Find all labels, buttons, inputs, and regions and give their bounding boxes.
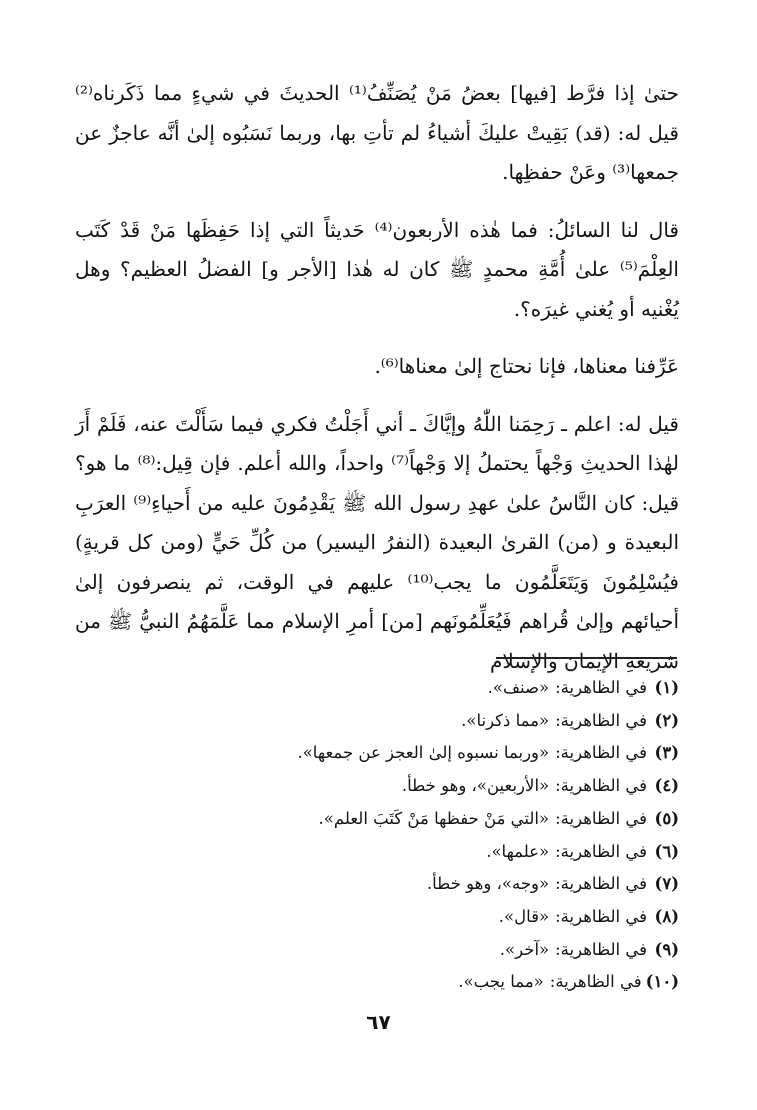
paragraph-3: عَرِّفنا معناها، فإنا نحتاج إلىٰ معناها⁽⁶⁾.: [374, 354, 679, 378]
footnote-source: في الظاهرية:: [555, 776, 647, 796]
footnote-source: في الظاهرية:: [555, 939, 647, 959]
paragraph-1: حتىٰ إذا فرَّط [فيها] بعضُ مَنْ يُصَنِّفُ⁽¹⁾ الحديثَ في شيءٍ مما ذَكَرناه⁽²⁾ قيل له: (قد) بَقِيتْ عليكَ أشياءُ لم تأتِ بها، وربما نَسَبُوه إلىٰ أنَّه عاجزٌ عن جمعها⁽³⁾ وعَنْ حفظِها.: [75, 81, 679, 184]
footnote-number: (٨): [654, 906, 679, 926]
footnote-2: [75, 705, 679, 738]
page-number: ٦٧: [366, 1010, 391, 1034]
footnote-text: «التي مَنْ حفظها مَنْ كَتَبَ العلم».: [318, 808, 550, 828]
footnote-number: (٩): [654, 939, 679, 959]
footnote-number: (٥): [654, 808, 679, 828]
footnote-number: (٢): [654, 710, 679, 730]
footnote-text: «وجه»، وهو خطأ.: [426, 874, 550, 894]
footnote-5: [75, 803, 679, 836]
footnote-7: [75, 868, 679, 901]
footnote-text: «وربما نسبوه إلىٰ العجز عن جمعها».: [297, 743, 550, 763]
footnote-source: في الظاهرية:: [555, 678, 647, 697]
footnote-6: [75, 836, 679, 869]
footnote-8: [75, 901, 679, 934]
footnote-source: في الظاهرية:: [555, 906, 647, 926]
footnote-4: [75, 770, 679, 803]
footnote-text: «آخر».: [499, 939, 550, 959]
footnote-9: [75, 934, 679, 967]
footnote-source: في الظاهرية:: [555, 808, 647, 828]
paragraph-4: قيل له: اعلم ـ رَحِمَنا اللّٰهُ وإيَّاكَ ـ أني أَجَلْتُ فكري فيما سَأَلْتَ عنه، فَلَمْ أَرَ لهٰذا الحديثِ وَجْهاً يحتملُ إلا وَجْهاً⁽⁷⁾ واحداً، والله أعلم. فإن قِيل:⁽⁸⁾ ما هو؟ قيل: كان النَّاسُ علىٰ عهدِ رسول الله ﷺ يَقْدِمُونَ عليه من أَحياءِ⁽⁹⁾ العرَبِ البعيدة و (من) القرىٰ البعيدة (النفرُ اليسير) من كُلِّ حَيٍّ (ومن كل قريةٍ) فيُسْلِمُونَ وَيَتَعَلَّمُون ما يجب⁽¹⁰⁾ عليهم في الوقت، ثم ينصرفون إلىٰ أحيائهم وإلىٰ قُراهم فَيُعَلِّمُونَهم [من] أمرِ الإسلام مما عَلَّمَهُمُ النبيُّ ﷺ من شريعةِ الإيمان والإسلام: [75, 411, 679, 673]
footnote-separator: [496, 657, 677, 659]
footnote-1: [75, 672, 679, 705]
footnote-number: (١): [654, 678, 679, 697]
footnote-text: «صنف».: [487, 678, 550, 697]
footnote-number: (٧): [654, 874, 679, 894]
footnote-text: «الأربعين»، وهو خطأ.: [401, 776, 550, 796]
paragraph-2: قال لنا السائلُ: فما هٰذه الأربعون⁽⁴⁾ حَديثاً التي إذا حَفِظَها مَنْ قَدْ كَتَب العِلْمَ⁽⁵⁾ علىٰ أُمَّةِ محمدٍ ﷺ كان له هٰذا [الأجر و] الفضلُ العظيم؟ وهل يُغْنيه أو يُغني غيرَه؟.: [75, 217, 679, 321]
footnote-source: في الظاهرية:: [555, 710, 647, 730]
footnote-source: في الظاهرية:: [555, 874, 647, 894]
footnote-number: (٤): [654, 776, 679, 796]
footnotes-list: [75, 672, 679, 999]
footnote-source: في الظاهرية:: [549, 972, 642, 992]
footnote-number: (١٠): [645, 972, 679, 992]
footnote-text: «مما يجب».: [458, 972, 544, 992]
footnote-text: «علمها».: [486, 841, 550, 861]
footnote-number: (٣): [654, 743, 679, 763]
footnote-number: (٦): [654, 841, 679, 861]
footnote-source: في الظاهرية:: [555, 743, 647, 763]
footnote-text: «مما ذكرنا».: [461, 710, 550, 730]
footnote-10: [75, 966, 679, 999]
main-text: [75, 74, 679, 681]
footnote-text: «قال».: [498, 906, 550, 926]
footnote-3: [75, 737, 679, 770]
footnote-source: في الظاهرية:: [555, 841, 647, 861]
